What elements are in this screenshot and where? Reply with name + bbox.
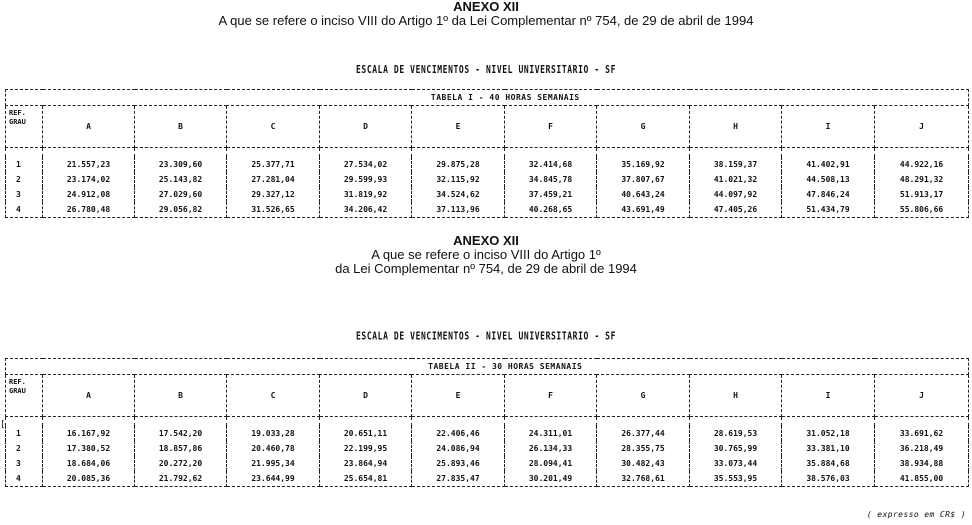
value-cell: 29.599,93: [320, 172, 412, 187]
column-header: J: [875, 375, 969, 417]
value-cell: 21.792,62: [135, 471, 227, 487]
table-row: [6, 202, 969, 218]
annex-header-2: [0, 234, 972, 276]
annex-subtitle: da Lei Complementar nº 754, de 29 de abril de 1994: [335, 261, 637, 276]
value-cell: 23.864,94: [320, 456, 412, 471]
value-cell: 18.857,86: [135, 441, 227, 456]
value-cell: 17.542,20: [135, 426, 227, 441]
column-header: A: [43, 375, 135, 417]
value-cell: 19.033,28: [227, 426, 320, 441]
value-cell: 32.115,92: [412, 172, 505, 187]
grau-cell: 1: [6, 157, 43, 172]
value-cell: 35.553,95: [690, 471, 782, 487]
value-cell: 23.309,60: [135, 157, 227, 172]
table-title: TABELA II - 30 HORAS SEMANAIS: [43, 359, 969, 375]
table-title-row: [6, 359, 969, 375]
table-title: TABELA I - 40 HORAS SEMANAIS: [43, 90, 969, 106]
value-cell: 21.557,23: [43, 157, 135, 172]
value-cell: 24.311,01: [505, 426, 597, 441]
table-title-row: [6, 90, 969, 106]
value-cell: 34.524,62: [412, 187, 505, 202]
value-cell: 51.434,79: [782, 202, 875, 218]
value-cell: 26.134,33: [505, 441, 597, 456]
value-cell: 25.893,46: [412, 456, 505, 471]
annex-header-1: [0, 0, 972, 28]
value-cell: 26.377,44: [597, 426, 690, 441]
value-cell: 23.644,99: [227, 471, 320, 487]
value-cell: 40.268,65: [505, 202, 597, 218]
value-cell: 25.377,71: [227, 157, 320, 172]
column-header: H: [690, 375, 782, 417]
value-cell: 47.405,26: [690, 202, 782, 218]
value-cell: 44.508,13: [782, 172, 875, 187]
table-row: [6, 441, 969, 456]
value-cell: 41.021,32: [690, 172, 782, 187]
value-cell: 30.201,49: [505, 471, 597, 487]
value-cell: 22.199,95: [320, 441, 412, 456]
column-header: H: [690, 106, 782, 148]
column-header: C: [227, 106, 320, 148]
value-cell: 25.143,82: [135, 172, 227, 187]
grau-cell: 4: [6, 202, 43, 218]
value-cell: 27.835,47: [412, 471, 505, 487]
column-header: E: [412, 106, 505, 148]
value-cell: 21.995,34: [227, 456, 320, 471]
value-cell: 28.355,75: [597, 441, 690, 456]
value-cell: 24.086,94: [412, 441, 505, 456]
column-header: C: [227, 375, 320, 417]
column-header: B: [135, 375, 227, 417]
value-cell: 31.819,92: [320, 187, 412, 202]
table-row: [6, 471, 969, 487]
value-cell: 44.922,16: [875, 157, 969, 172]
value-cell: 28.094,41: [505, 456, 597, 471]
value-cell: 26.780,48: [43, 202, 135, 218]
column-header: B: [135, 106, 227, 148]
ref-grau-header: REF. GRAU: [6, 106, 43, 148]
value-cell: 32.768,61: [597, 471, 690, 487]
value-cell: 29.327,12: [227, 187, 320, 202]
annex-subtitle: A que se refere o inciso VIII do Artigo 1º: [371, 247, 601, 262]
value-cell: 16.167,92: [43, 426, 135, 441]
header-row: [6, 106, 969, 148]
column-header: F: [505, 106, 597, 148]
spacer-row: [6, 417, 969, 427]
value-cell: 25.654,81: [320, 471, 412, 487]
value-cell: 47.846,24: [782, 187, 875, 202]
value-cell: 41.402,91: [782, 157, 875, 172]
value-cell: 29.875,28: [412, 157, 505, 172]
value-cell: 20.085,36: [43, 471, 135, 487]
grau-cell: 2: [6, 172, 43, 187]
grau-cell: 2: [6, 441, 43, 456]
grau-cell: 4: [6, 471, 43, 487]
value-cell: 22.406,46: [412, 426, 505, 441]
value-cell: 33.691,62: [875, 426, 969, 441]
value-cell: 30.482,43: [597, 456, 690, 471]
value-cell: 44.097,92: [690, 187, 782, 202]
value-cell: 23.174,02: [43, 172, 135, 187]
value-cell: 35.884,68: [782, 456, 875, 471]
column-header: D: [320, 375, 412, 417]
value-cell: 32.414,68: [505, 157, 597, 172]
table-row: [6, 456, 969, 471]
margin-mark: [: [0, 420, 6, 430]
table-row: [6, 157, 969, 172]
value-cell: 33.073,44: [690, 456, 782, 471]
column-header: E: [412, 375, 505, 417]
annex-subtitle: A que se refere o inciso VIII do Artigo 1º da Lei Complementar nº 754, de 29 de abril de 1994: [218, 13, 754, 28]
column-header: I: [782, 375, 875, 417]
value-cell: 51.913,17: [875, 187, 969, 202]
table-row: [6, 426, 969, 441]
value-cell: 36.218,49: [875, 441, 969, 456]
value-cell: 40.643,24: [597, 187, 690, 202]
value-cell: 38.159,37: [690, 157, 782, 172]
value-cell: 38.576,03: [782, 471, 875, 487]
header-row: [6, 375, 969, 417]
value-cell: 20.460,78: [227, 441, 320, 456]
value-cell: 17.380,52: [43, 441, 135, 456]
value-cell: 37.807,67: [597, 172, 690, 187]
annex-title: ANEXO XII: [453, 0, 519, 14]
column-header: G: [597, 106, 690, 148]
grau-cell: 1: [6, 426, 43, 441]
value-cell: 34.845,78: [505, 172, 597, 187]
value-cell: 34.206,42: [320, 202, 412, 218]
value-cell: 30.765,99: [690, 441, 782, 456]
value-cell: 48.291,32: [875, 172, 969, 187]
ref-grau-header: REF. GRAU: [6, 375, 43, 417]
value-cell: 28.619,53: [690, 426, 782, 441]
spacer-row: [6, 148, 969, 158]
currency-footnote: ( expresso em CR$ ): [866, 510, 966, 519]
value-cell: 41.855,00: [875, 471, 969, 487]
column-header: D: [320, 106, 412, 148]
value-cell: 37.113,96: [412, 202, 505, 218]
value-cell: 38.934,88: [875, 456, 969, 471]
column-header: G: [597, 375, 690, 417]
value-cell: 29.056,82: [135, 202, 227, 218]
grau-cell: 3: [6, 456, 43, 471]
grau-cell: 3: [6, 187, 43, 202]
salary-scale-caption: ESCALA DE VENCIMENTOS - NIVEL UNIVERSITARIO - SF: [356, 330, 616, 343]
value-cell: 27.029,60: [135, 187, 227, 202]
value-cell: 24.912,08: [43, 187, 135, 202]
value-cell: 27.534,02: [320, 157, 412, 172]
value-cell: 18.684,06: [43, 456, 135, 471]
value-cell: 43.691,49: [597, 202, 690, 218]
value-cell: 31.526,65: [227, 202, 320, 218]
annex-title: ANEXO XII: [453, 233, 519, 248]
salary-table-1: [5, 89, 969, 218]
value-cell: 20.272,20: [135, 456, 227, 471]
table-row: [6, 187, 969, 202]
value-cell: 31.052,18: [782, 426, 875, 441]
salary-scale-caption: ESCALA DE VENCIMENTOS - NIVEL UNIVERSITARIO - SF: [356, 63, 616, 76]
value-cell: 35.169,92: [597, 157, 690, 172]
value-cell: 20.651,11: [320, 426, 412, 441]
value-cell: 33.381,10: [782, 441, 875, 456]
value-cell: 55.806,66: [875, 202, 969, 218]
column-header: F: [505, 375, 597, 417]
column-header: J: [875, 106, 969, 148]
value-cell: 27.281,04: [227, 172, 320, 187]
salary-table-2: [5, 358, 969, 487]
value-cell: 37.459,21: [505, 187, 597, 202]
table-row: [6, 172, 969, 187]
column-header: I: [782, 106, 875, 148]
column-header: A: [43, 106, 135, 148]
